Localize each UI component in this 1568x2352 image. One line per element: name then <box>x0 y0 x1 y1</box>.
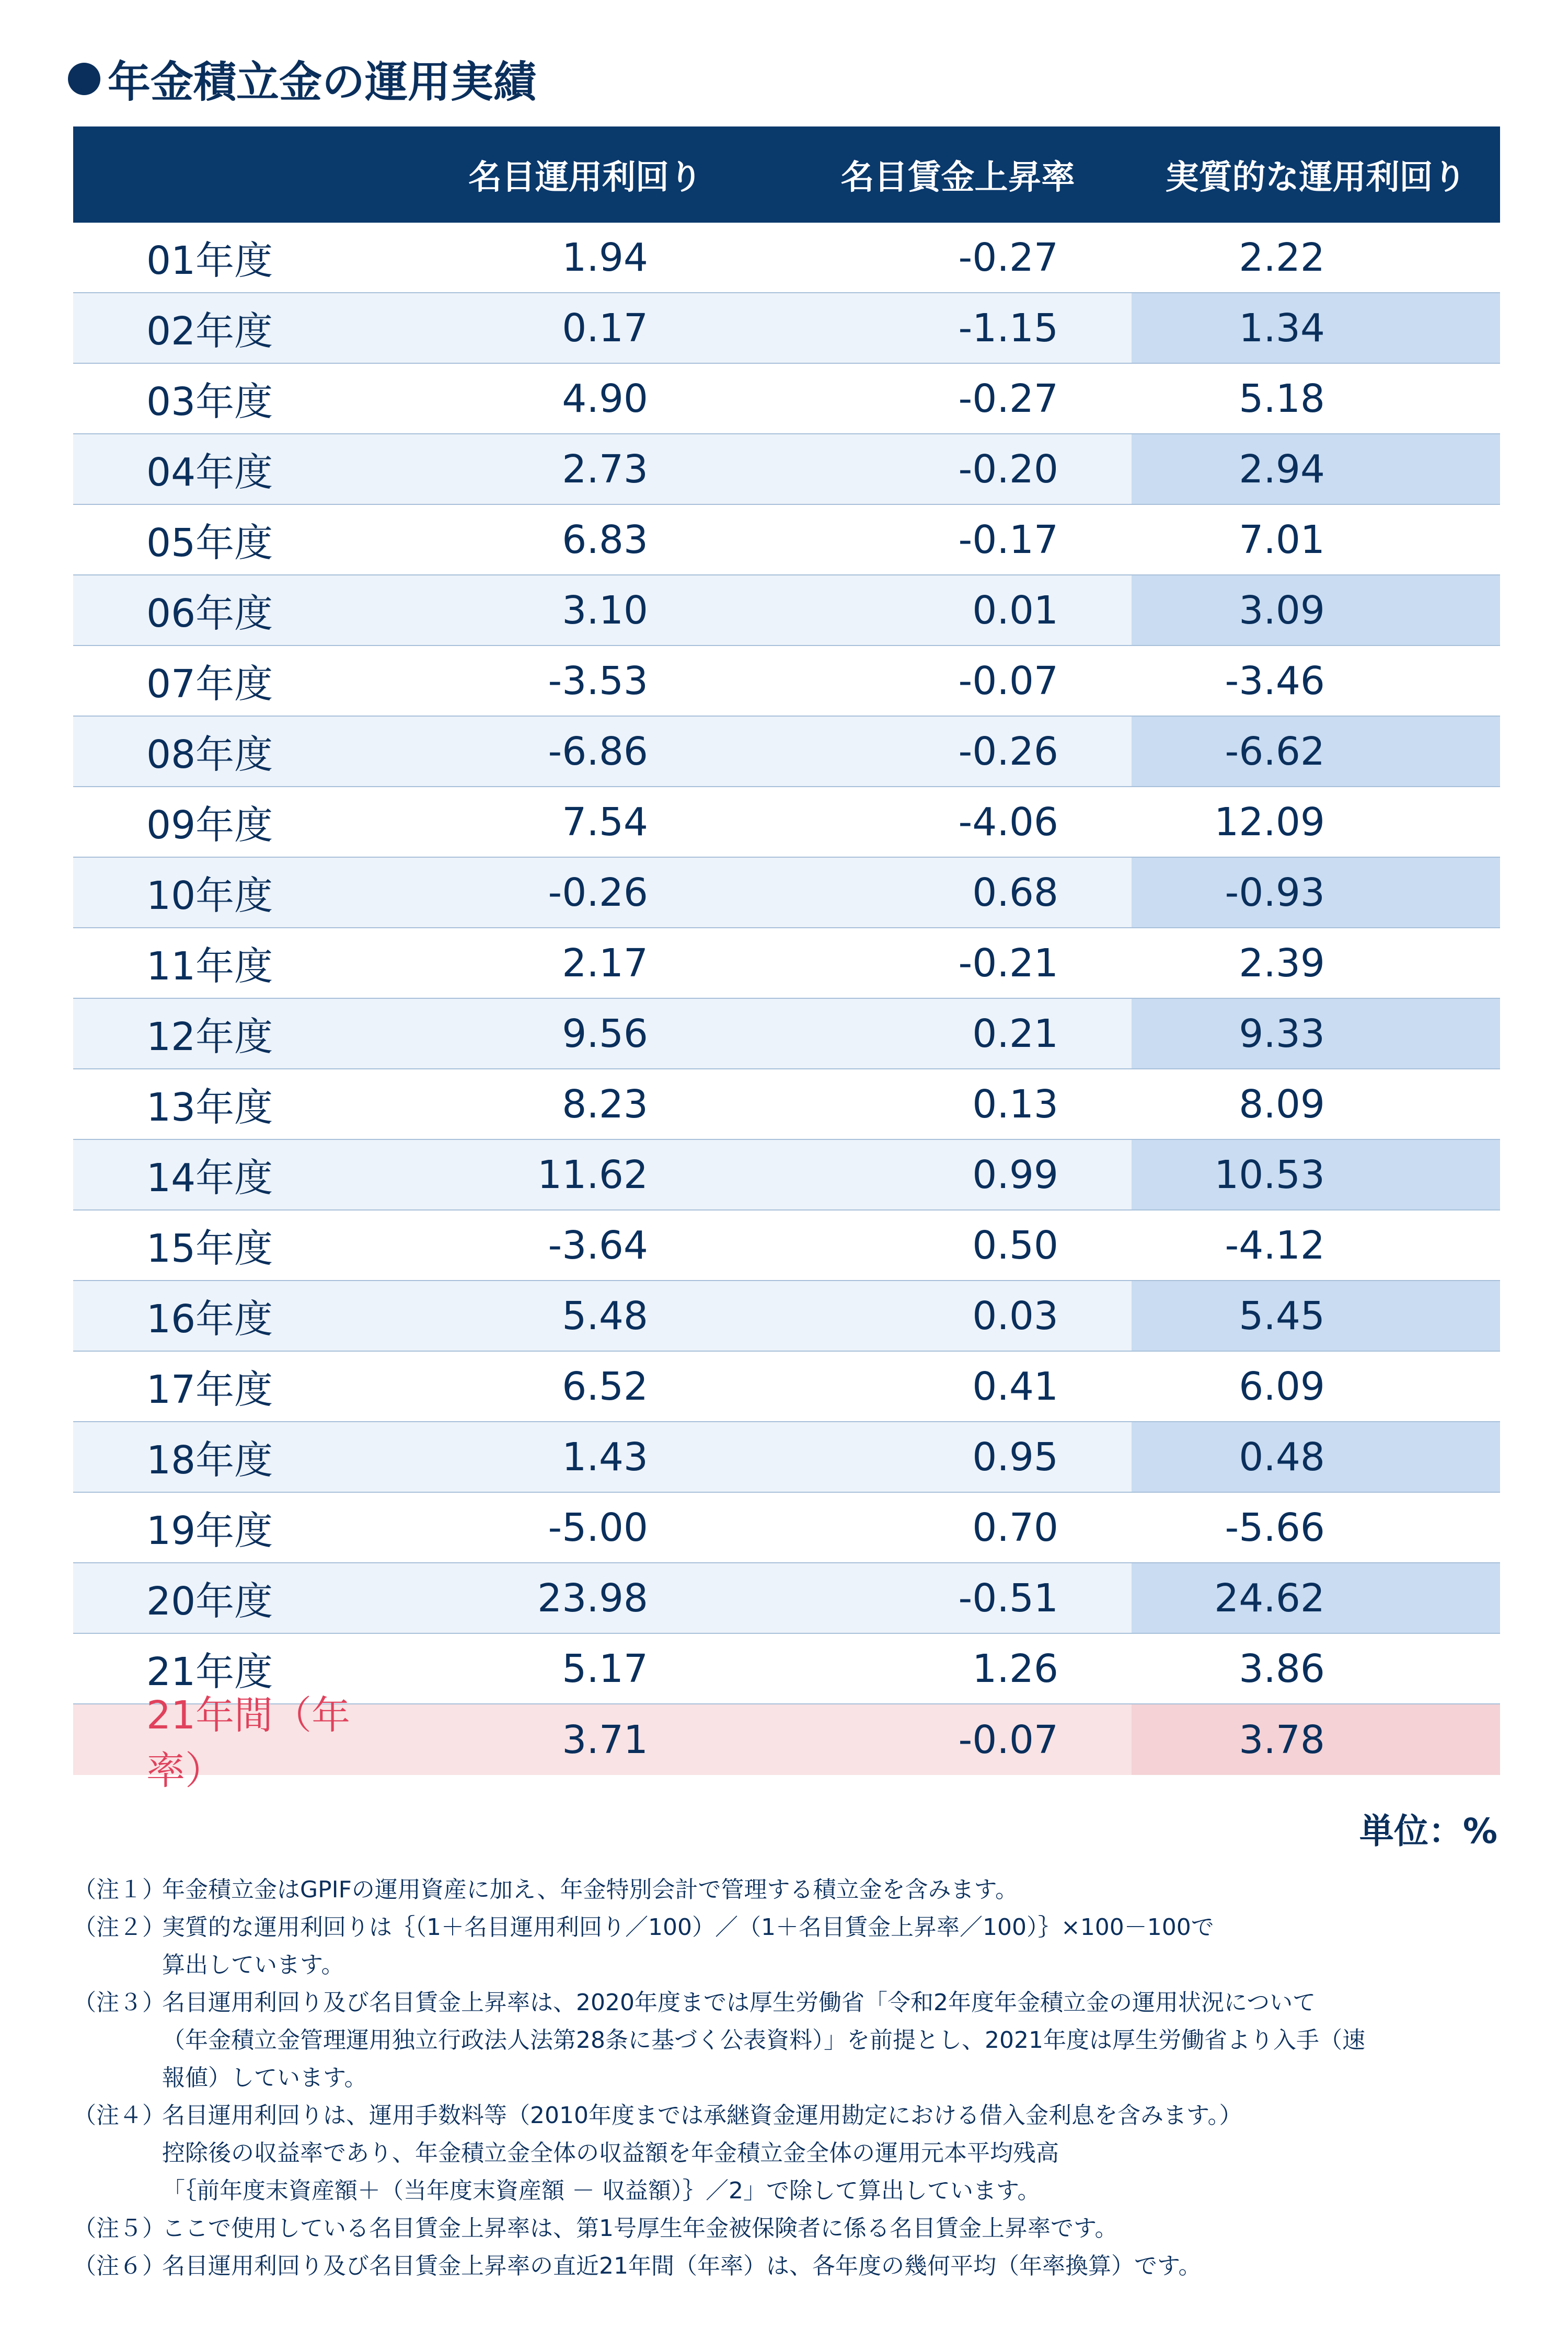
cell-nominal-return: 2.17 <box>562 940 648 986</box>
row-label: 16年度 <box>146 1296 273 1342</box>
row-label: 14年度 <box>146 1155 273 1201</box>
footnote-line: 名目運用利回り及び名目賃金上昇率の直近21年間（年率）は、各年度の幾何平均（年率換算）です。 <box>162 2253 1202 2279</box>
cell-real-return: 2.39 <box>1239 940 1325 986</box>
cell-real-return: 3.09 <box>1132 575 1500 645</box>
cell-nominal-return: 11.62 <box>537 1152 648 1197</box>
cell-wage-growth: -0.27 <box>958 376 1058 421</box>
table-row <box>73 1140 1500 1210</box>
cell-real-return: 5.18 <box>1239 376 1325 421</box>
footnote <box>73 2097 1516 2210</box>
cell-wage-growth: 0.03 <box>972 1293 1058 1339</box>
header-cell-nominal-return: 名目運用利回り <box>468 158 702 197</box>
row-label: 06年度 <box>146 591 273 636</box>
cell-nominal-return: 7.54 <box>562 799 648 845</box>
table-row <box>73 364 1500 434</box>
table-row <box>73 928 1500 999</box>
cell-nominal-return: 6.83 <box>562 517 648 562</box>
cell-real-return: 3.78 <box>1132 1704 1500 1775</box>
footnote-tag: （注１） <box>73 1876 165 1903</box>
cell-nominal-return: 5.17 <box>562 1646 648 1691</box>
row-label: 18年度 <box>146 1437 273 1483</box>
cell-real-return: 2.94 <box>1132 434 1500 504</box>
cell-nominal-return: -3.53 <box>548 658 648 704</box>
row-label: 17年度 <box>146 1367 273 1412</box>
cell-wage-growth: -0.07 <box>958 658 1058 704</box>
cell-real-return: -4.12 <box>1225 1223 1325 1268</box>
cell-real-return: 6.09 <box>1239 1364 1325 1409</box>
table-row <box>73 858 1500 928</box>
cell-nominal-return: 0.17 <box>562 305 648 351</box>
footnote-tag: （注４） <box>73 2102 165 2129</box>
table-row <box>73 717 1500 787</box>
cell-nominal-return: -6.86 <box>548 729 648 774</box>
row-label: 10年度 <box>146 873 273 918</box>
table-row <box>73 1563 1500 1634</box>
row-label: 05年度 <box>146 520 273 566</box>
returns-table <box>73 126 1500 1793</box>
footnote-tag: （注６） <box>73 2253 165 2279</box>
cell-real-return: 0.48 <box>1132 1422 1500 1492</box>
cell-nominal-return: 6.52 <box>562 1364 648 1409</box>
cell-wage-growth: -0.20 <box>958 446 1058 492</box>
footnote-line: ここで使用している名目賃金上昇率は、第1号厚生年金被保険者に係る名目賃金上昇率です。 <box>162 2215 1118 2242</box>
cell-nominal-return: 4.90 <box>562 376 648 421</box>
cell-nominal-return: 23.98 <box>537 1575 648 1621</box>
cell-wage-growth: 0.13 <box>972 1081 1058 1127</box>
cell-real-return: -5.66 <box>1225 1505 1325 1550</box>
table-row <box>73 434 1500 505</box>
footnote-line: 名目運用利回り及び名目賃金上昇率は、2020年度までは厚生労働省「令和2年度年金積立金の運用状況について <box>162 1989 1316 2016</box>
cell-wage-growth: 0.50 <box>972 1223 1058 1268</box>
cell-real-return: 9.33 <box>1132 999 1500 1068</box>
cell-wage-growth: 0.68 <box>972 870 1058 915</box>
table-row <box>73 575 1500 646</box>
table-row <box>73 1352 1500 1422</box>
cell-wage-growth: -1.15 <box>958 305 1058 351</box>
cell-wage-growth: -0.07 <box>958 1717 1058 1762</box>
footnote-tag: （注５） <box>73 2215 165 2242</box>
footnote-line: 実質的な運用利回りは｛（1＋名目運用利回り／100）／（1＋名目賃金上昇率／100）｝×100－100で <box>162 1914 1214 1941</box>
table-row <box>73 293 1500 364</box>
table-body <box>73 223 1500 1793</box>
footnote-line: 「｛前年度末資産額＋（当年度末資産額 － 収益額）｝／2」で除して算出しています。 <box>162 2177 1041 2204</box>
table-row <box>73 646 1500 717</box>
row-label: 21年度 <box>146 1649 273 1694</box>
table-header <box>73 126 1500 223</box>
row-label: 21年間（年率） <box>146 1692 351 1793</box>
header-cell-real-return: 実質的な運用利回り <box>1165 158 1467 197</box>
footnote-line: 算出しています。 <box>162 1952 344 1978</box>
cell-real-return: 1.34 <box>1132 293 1500 363</box>
cell-nominal-return: 5.48 <box>562 1293 648 1339</box>
footnote <box>73 1871 1516 1909</box>
cell-real-return: 12.09 <box>1214 799 1325 845</box>
cell-nominal-return: 3.71 <box>562 1717 648 1762</box>
cell-real-return: 7.01 <box>1239 517 1325 562</box>
cell-wage-growth: -0.51 <box>958 1575 1058 1621</box>
footnote <box>73 2247 1516 2285</box>
table-row <box>73 1069 1500 1140</box>
cell-real-return: 10.53 <box>1132 1140 1500 1209</box>
footnote-line: 報値）しています。 <box>162 2065 367 2091</box>
cell-real-return: -0.93 <box>1132 858 1500 927</box>
row-label: 04年度 <box>146 449 273 495</box>
cell-wage-growth: 0.21 <box>972 1011 1058 1056</box>
cell-nominal-return: 1.94 <box>562 235 648 280</box>
title-text: 年金積立金の運用実績 <box>108 57 537 107</box>
cell-wage-growth: 0.95 <box>972 1434 1058 1480</box>
cell-real-return: 24.62 <box>1132 1563 1500 1633</box>
footnote-body <box>162 2097 1516 2210</box>
row-label: 07年度 <box>146 661 273 707</box>
cell-wage-growth: 0.99 <box>972 1152 1058 1197</box>
cell-wage-growth: 1.26 <box>972 1646 1058 1691</box>
row-label: 13年度 <box>146 1085 273 1130</box>
cell-nominal-return: 1.43 <box>562 1434 648 1480</box>
footnote <box>73 1984 1516 2097</box>
cell-nominal-return: -0.26 <box>548 870 648 915</box>
cell-wage-growth: -4.06 <box>958 799 1058 845</box>
footnote <box>73 2210 1516 2247</box>
footnote-line: （年金積立金管理運用独立行政法人法第28条に基づく公表資料）」を前提とし、2021年度は厚生労働省より入手（速 <box>162 2027 1365 2054</box>
footnotes <box>73 1871 1516 2285</box>
footnote-tag: （注３） <box>73 1989 165 2016</box>
cell-wage-growth: 0.01 <box>972 587 1058 633</box>
row-label: 09年度 <box>146 802 273 848</box>
cell-nominal-return: 8.23 <box>562 1081 648 1127</box>
cell-nominal-return: -5.00 <box>548 1505 648 1550</box>
cell-wage-growth: -0.26 <box>958 729 1058 774</box>
title-bullet-icon <box>68 63 100 95</box>
row-label: 01年度 <box>146 238 273 283</box>
cell-wage-growth: 0.70 <box>972 1505 1058 1550</box>
cell-real-return: 2.22 <box>1239 235 1325 280</box>
footnote-body <box>162 2210 1516 2247</box>
footnote-tag: （注２） <box>73 1914 165 1941</box>
footnote-line: 年金積立金はGPIFの運用資産に加え、年金特別会計で管理する積立金を含みます。 <box>162 1876 1019 1903</box>
row-label: 03年度 <box>146 379 273 424</box>
row-label: 12年度 <box>146 1014 273 1059</box>
table-row <box>73 1210 1500 1281</box>
footnote <box>73 1909 1516 1984</box>
cell-real-return: -6.62 <box>1132 717 1500 786</box>
page-title <box>68 48 536 109</box>
cell-nominal-return: 3.10 <box>562 587 648 633</box>
cell-real-return: 5.45 <box>1132 1281 1500 1351</box>
cell-wage-growth: -0.21 <box>958 940 1058 986</box>
footnote-line: 名目運用利回りは、運用手数料等（2010年度までは承継資金運用勘定における借入金利息を含みます。） <box>162 2102 1242 2129</box>
table-row <box>73 505 1500 575</box>
cell-real-return: 3.86 <box>1239 1646 1325 1691</box>
footnote-body <box>162 1909 1516 1984</box>
cell-wage-growth: -0.17 <box>958 517 1058 562</box>
table-row <box>73 999 1500 1069</box>
cell-nominal-return: 2.73 <box>562 446 648 492</box>
row-label: 15年度 <box>146 1226 273 1271</box>
table-row <box>73 223 1500 293</box>
cell-wage-growth: 0.41 <box>972 1364 1058 1409</box>
footnote-body <box>162 1984 1516 2097</box>
footnote-line: 控除後の収益率であり、年金積立金全体の収益額を年金積立金全体の運用元本平均残高 <box>162 2140 1059 2166</box>
table-row <box>73 1422 1500 1493</box>
row-label: 11年度 <box>146 943 273 989</box>
row-label: 08年度 <box>146 732 273 777</box>
footnote-body <box>162 1871 1516 1909</box>
cell-real-return: -3.46 <box>1225 658 1325 704</box>
unit-label: 単位：% <box>1359 1811 1497 1851</box>
header-cell-wage-growth: 名目賃金上昇率 <box>840 158 1075 197</box>
table-row <box>73 787 1500 858</box>
row-label: 02年度 <box>146 308 273 354</box>
cell-real-return: 8.09 <box>1239 1081 1325 1127</box>
row-label: 19年度 <box>146 1508 273 1553</box>
cell-nominal-return: -3.64 <box>548 1223 648 1268</box>
footnote-body <box>162 2247 1516 2285</box>
row-label: 20年度 <box>146 1578 273 1624</box>
cell-nominal-return: 9.56 <box>562 1011 648 1056</box>
cell-wage-growth: -0.27 <box>958 235 1058 280</box>
table-row-total <box>73 1692 1500 1793</box>
table-row <box>73 1493 1500 1563</box>
table-row <box>73 1281 1500 1352</box>
